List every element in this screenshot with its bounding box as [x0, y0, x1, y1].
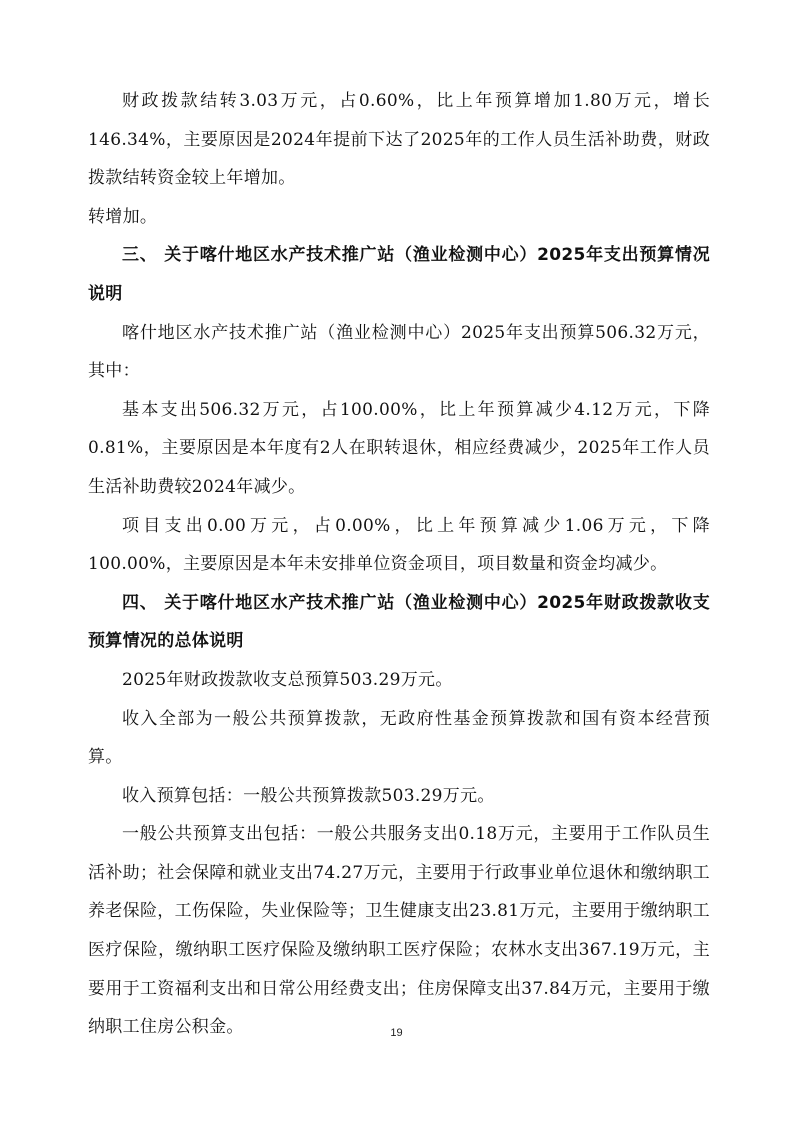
paragraph-income-composition: 收入全部为一般公共预算拨款，无政府性基金预算拨款和国有资本经营预算。 — [88, 708, 710, 768]
paragraph-expenditure-total: 喀什地区水产技术推广站（渔业检测中心）2025年支出预算506.32万元，其中： — [88, 322, 710, 382]
page-number: 19 — [390, 1027, 403, 1039]
paragraph-basic-expenditure: 基本支出506.32万元，占100.00%，比上年预算减少4.12万元，下降0.81%，主要原因是本年度有2人在职转退休，相应经费减少，2025年工作人员生活补助费较2024年减少。 — [88, 399, 710, 497]
paragraph-project-expenditure: 项目支出0.00万元，占0.00%，比上年预算减少1.06万元，下降100.00%，主要原因是本年未安排单位资金项目，项目数量和资金均减少。 — [88, 515, 710, 575]
paragraph-public-expenditure: 一般公共预算支出包括：一般公共服务支出0.18万元，主要用于工作队员生活补助；社会保障和就业支出74.27万元，主要用于行政事业单位退休和缴纳职工养老保险，工伤保险，失业保险等；卫生健康支出23.81万元，主要用于缴纳职工医疗保险，缴纳职工医疗保险及缴纳职工医疗保险；农林水支出367.19万元，主要用于工资福利支出和日常公用经费支出；住房保障支出37.84万元，主要用于缴纳职工住房公积金。 — [88, 824, 710, 1038]
paragraph-fragment: 转增加。 — [88, 206, 158, 227]
paragraph-carryover-funds: 财政拨款结转3.03万元，占0.60%，比上年预算增加1.80万元，增长146.34%，主要原因是2024年提前下达了2025年的工作人员生活补助费，财政拨款结转资金较上年增加。 — [88, 91, 710, 189]
document-body — [88, 82, 710, 1047]
paragraph-total-budget: 2025年财政拨款收支总预算503.29万元。 — [122, 669, 453, 690]
section-heading-3: 三、 关于喀什地区水产技术推广站（渔业检测中心）2025年支出预算情况说明 — [88, 245, 710, 304]
paragraph-income-budget: 收入预算包括：一般公共预算拨款503.29万元。 — [122, 785, 495, 806]
section-heading-4: 四、 关于喀什地区水产技术推广站（渔业检测中心）2025年财政拨款收支预算情况的总体说明 — [88, 592, 710, 652]
